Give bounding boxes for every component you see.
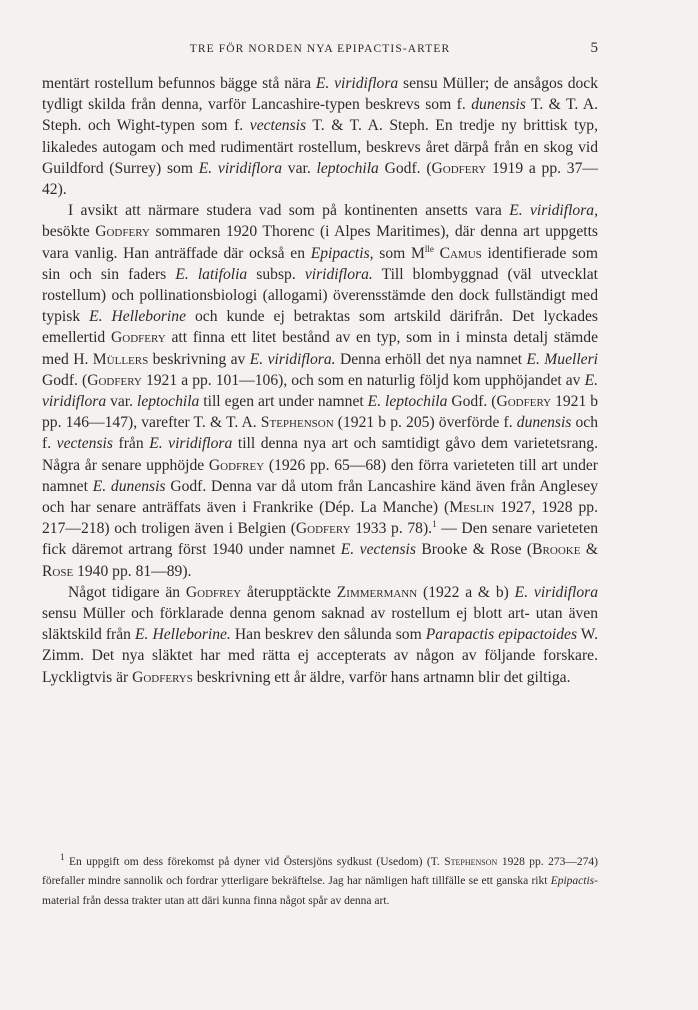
paragraph [42, 200, 598, 582]
text-run: (1926 pp. 65—68) den förra varieteten till art under namnet [42, 456, 598, 495]
text-run: Något tidigare än [68, 583, 186, 601]
author-name: Godferys [132, 668, 193, 686]
text-run: var. [282, 159, 317, 177]
text-run: (1921 b p. 205) överförde f. [333, 414, 517, 432]
text-run: att finna ett litet bestånd av en typ, som in i minsta detalj stämde med H. [42, 329, 598, 368]
text-run: 1919 a pp. 37—42). [42, 159, 598, 199]
text-run: Godf. ( [42, 371, 88, 389]
italic-run: E. viridiflora, [509, 202, 598, 220]
text-run: 1921 a pp. 101—106), och som en naturlig följd kom upphöjandet av [141, 371, 585, 389]
text-run: besökte [42, 223, 96, 241]
author-name: Godfery [295, 520, 351, 538]
italic-run: dunensis [471, 96, 526, 114]
italic-run: E. viridiflora [198, 159, 283, 177]
author-name: Godfrey [208, 456, 265, 474]
text-run: Godf. Denna var då utom från Lancashire känd även från Anglesey och har senare anträffats även i Frankrike (Dép. La Manche) ( [42, 477, 599, 517]
text-run: och f. [42, 414, 598, 453]
paragraph [42, 73, 598, 200]
text-run: till denna nya art och samtidigt gåvo dem varietetsrang. Några år senare upphöjde [42, 435, 598, 474]
italic-run: E. viridiflora [149, 435, 233, 453]
text-run: från [112, 435, 150, 453]
italic-run: vectensis [249, 117, 307, 135]
paragraph [42, 582, 598, 688]
text-run: Till blombyggnad (väl utvecklat rostellum) och pollinationsbiologi (allogami) överensstämde den dock fullständigt med typisk [42, 265, 598, 326]
text-run: 1940 pp. 81—89). [73, 562, 192, 580]
text-run: mentärt rostellum befunnos bägge stå nära [42, 75, 316, 92]
text-run: subsp. [247, 265, 305, 283]
text-run: En uppgift om dess förekomst på dyner vid Östersjöns sydkust (Usedom) (T. [64, 856, 445, 868]
text-run: W. Zimm. Det nya släktet har med rätta ej accepterats av någon av följande forskare. Lyckligtvis är [42, 626, 598, 686]
text-run: (1922 a & b) [417, 583, 515, 601]
author-name: Godfery [496, 393, 552, 411]
author-name: Camus [439, 244, 482, 262]
superscript: lle [424, 243, 434, 254]
author-name: Meslin [449, 499, 495, 517]
author-name: Godfery [95, 223, 150, 241]
author-name: Müllers [92, 350, 149, 368]
italic-run: vectensis [56, 435, 113, 453]
superscript: 1 [60, 852, 65, 863]
superscript: 1 [432, 519, 437, 530]
text-run: — Den senare varieteten fick däremot artrang först 1940 under namnet [42, 520, 598, 559]
text-run: som M [373, 244, 425, 262]
author-name: Stephenson [444, 856, 498, 868]
text-run: sensu Müller; de ansågos dock tydligt skilda från denna, varför Lancashire-typen beskrevs som f. [42, 75, 599, 114]
author-name: Brooke & Rose [42, 541, 599, 580]
italic-run: E. viridiflora [42, 371, 598, 411]
text-run: Godf. ( [378, 159, 432, 177]
italic-run: Epipactis [550, 875, 595, 888]
body-text [42, 73, 598, 688]
text-run: sensu Müller och förklarade denna genom saknad av rostellum ej blott art- utan även släktskild från [42, 605, 598, 644]
page-header [42, 40, 598, 60]
author-name: Zimmermann [336, 583, 418, 601]
text-run: till egen art under namnet [199, 393, 368, 411]
author-name: Godfery [87, 371, 142, 389]
italic-run: E. viridiflora. [249, 350, 336, 368]
text-run: och kunde ej betraktas som artskild därifrån. Det lyckades emellertid [42, 308, 598, 347]
text-run: I avsikt att närmare studera vad som på kontinenten ansetts vara [68, 202, 510, 220]
italic-run: E. leptochila [367, 393, 448, 411]
text-run: var. [106, 393, 137, 411]
text-run: Godf. ( [447, 393, 497, 411]
italic-run: E. Muelleri [526, 350, 598, 368]
page-number: 5 [590, 40, 598, 56]
text-run: Han beskrev den sålunda som [230, 626, 426, 644]
text-run: beskrivning ett år äldre, varför hans artnamn blir det giltiga. [192, 668, 571, 686]
text-run: Denna erhöll det nya namnet [335, 350, 527, 368]
italic-run: Epipactis, [310, 244, 374, 262]
author-name: Godfrey [185, 583, 242, 601]
running-head: TRE FÖR NORDEN NYA EPIPACTIS-ARTER [189, 43, 451, 55]
footnote [42, 853, 598, 911]
text-run: 1927, 1928 pp. 217—218) och troligen även i Belgien ( [42, 499, 598, 538]
italic-run: leptochila [316, 159, 379, 177]
italic-run: E. latifolia [175, 265, 248, 283]
text-run: 1921 b pp. 146—147), varefter T. & T. A. [42, 393, 599, 432]
italic-run: dunensis [516, 414, 572, 432]
text-run: återupptäckte [241, 583, 337, 601]
italic-run: E. viridiflora [514, 583, 599, 601]
text-run: beskrivning av [148, 350, 250, 368]
text-run: -material från dessa trakter utan att däri kunna finna något spår av denna art. [42, 875, 598, 907]
italic-run: E. vectensis [340, 541, 416, 559]
text-run: T. & T. A. Steph. En tredje ny brittisk typ, likaledes autogam och med rudimentärt rostellum, beskrevs året därpå från en skog vid Guildford (Surrey) som [42, 117, 598, 177]
italic-run: leptochila [136, 393, 200, 411]
text-run: 1933 p. 78). [350, 520, 433, 538]
italic-run: E. viridiflora [315, 75, 399, 92]
text-run: sommaren 1920 Thorenc (i Alpes Maritimes), där denna art uppgetts vara vanlig. Han anträffade där också en [42, 223, 598, 262]
italic-run: E. Helleborine [89, 308, 186, 326]
author-name: Godfery [111, 329, 166, 347]
text-run: T. & T. A. Steph. och Wight-typen som f. [42, 96, 598, 135]
italic-run: Parapactis epipactoides [425, 626, 578, 644]
text-run: 1928 pp. 273—274) förefaller mindre sannolik och fordrar ytterligare bekräftelse. Jag har nämligen haft tillfälle se ett ganska rikt [42, 856, 598, 888]
italic-run: E. dunensis [92, 477, 166, 495]
italic-run: viridiflora. [304, 265, 373, 283]
text-run: identifierade som sin och sin faders [42, 244, 598, 283]
author-name: Stephenson [260, 414, 334, 432]
author-name: Godfery [431, 159, 487, 177]
text-run: Brooke & Rose ( [415, 541, 533, 559]
italic-run: E. Helleborine. [134, 626, 231, 644]
